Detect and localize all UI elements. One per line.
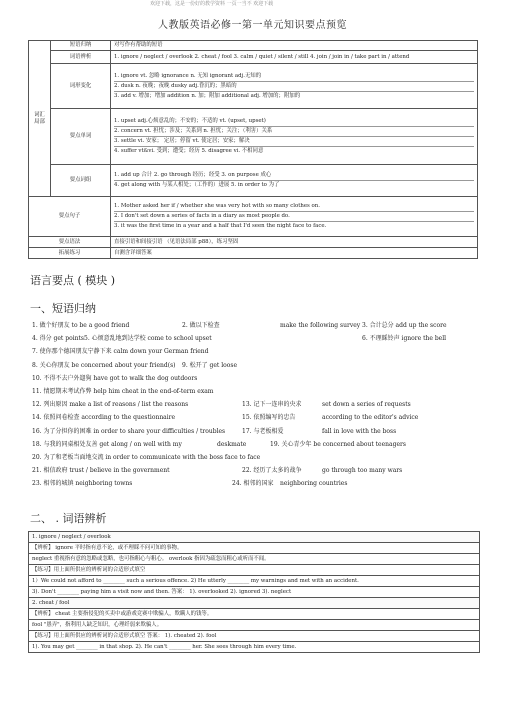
overview-key: 短语归纳 — [51, 41, 111, 51]
overview-value — [111, 165, 478, 197]
section1-heading: 语言要点 ( 模块 ) — [30, 274, 116, 287]
overview-row — [29, 197, 478, 237]
overview-key: 要点单词 — [51, 109, 111, 165]
phrase-segment: 2. 做以下检查 — [182, 322, 220, 329]
overview-sub-line: 3. add v. 增加；增加 addition n. 加；附加 additional adj. 增加的；附加的 — [114, 92, 301, 99]
header-note: 欢迎下载，这是一份好的教学资料 一页一当不 欢迎下载 — [150, 1, 274, 7]
phrase-segment: 8. 关心你朋友 be concerned about your friend(s) — [32, 361, 176, 369]
analysis-row: 2. cheat / fool — [29, 598, 479, 609]
section1-subheading: 一、短语归纳 — [30, 302, 96, 315]
overview-key: 要点句子 — [29, 197, 111, 237]
phrase-segment: 4. 得分 get points — [32, 335, 84, 343]
phrase-segment: 19. 关心青少年 be concerned about teenagers — [270, 440, 406, 448]
page-title: 人教版英语必修一第一单元知识要点预览 — [158, 20, 347, 31]
overview-key: 词语辨析 — [51, 51, 111, 64]
overview-sub-line: 3. settle vi. 安家； 定居；停留 vt. 使定居；安家；解决 — [114, 137, 474, 147]
phrase-segment: 14. 依照问卷检查 according to the questionnaire — [32, 414, 176, 422]
phrase-segment: 13. 记下一连串的央求 — [242, 401, 302, 409]
overview-row — [29, 109, 478, 165]
overview-sub-line: 1. add up 合计 2. go through 经历；经受 3. on purpose 成心 — [114, 171, 474, 181]
overview-sub-line: 1. upset adj.心烦意乱的；不安的；不适的 vt. (upset, upset) — [114, 117, 474, 127]
analysis-row: neglect 重视指有意的忽略或忽略，也可指粗心与粗心。 overlook 指因为疏忽而粗心或听而不闻。 — [29, 554, 479, 565]
phrase-segment: make the following survey — [280, 322, 361, 329]
phrase-segment: 15. 依照编写的忠告 — [242, 414, 296, 422]
overview-row — [29, 64, 478, 109]
phrase-segment: 22. 经历了太多的战争 — [242, 467, 302, 475]
analysis-row: 1). You may get ________ in that shop. 2). He can't ________ her. She sees through him every time. — [32, 643, 297, 650]
overview-value: 对写作有帮助的短语 — [111, 41, 478, 51]
overview-key: 要点词组 — [51, 165, 111, 197]
overview-sub-line: 2. concern vt. 担忧；涉及；关系到 n. 担忧；关注；（利害）关系 — [114, 127, 474, 137]
overview-value — [111, 197, 478, 237]
phrase-segment: 5. 心烦意乱地到达学校 come to school upset — [84, 335, 212, 343]
overview-row — [29, 237, 478, 248]
overview-row — [29, 41, 478, 51]
phrase-segment: set down a series of requests — [322, 401, 411, 409]
phrase-segment: 16. 为了分担你的困难 in order to share your difficulties / troubles — [32, 427, 226, 435]
analysis-row: 【辨析】 ignore 平时指有意不论，或不理睬不问可知的事物。 — [29, 543, 479, 554]
phrase-segment: 20. 为了和老板当面地交流 in order to communicate with the boss face to face — [32, 454, 261, 461]
phrase-segment: 6. 不理睬铃声 ignore the bell — [362, 335, 447, 343]
phrase-segment: go through too many wars — [322, 467, 403, 475]
phrase-segment: according to the editor's advice — [322, 414, 419, 422]
overview-key: 词形变化 — [51, 64, 111, 109]
overview-category: 词汇局部 — [29, 41, 51, 197]
overview-table — [28, 40, 478, 259]
overview-value — [111, 64, 478, 109]
section2-subheading: 二、 . 词语辨析 — [30, 512, 107, 525]
analysis-row: 3). Don't ________ paying him a visit now and then. 答案： 1). overlooked 2). ignored 3). neglect — [29, 587, 479, 598]
phrase-segment: fall in love with the boss — [322, 427, 397, 435]
overview-sub-line: 3. it was the first time in a year and a half that I'd seen the night face to face. — [114, 223, 327, 229]
analysis-row: fool "愚弄"，指利用人缺乏知识，心理纤弱来欺骗人。 — [29, 620, 479, 631]
overview-value: 自测含详细答案 — [111, 248, 478, 259]
overview-value — [111, 109, 478, 165]
phrase-segment: 18. 与我的同桌相处友善 get along / on well with my — [32, 440, 182, 448]
phrase-segment: 12. 列出原因 make a list of reasons / list the reasons — [32, 401, 189, 409]
overview-key: 拓展练习 — [29, 248, 111, 259]
analysis-row: 1. ignore / neglect / overlook — [29, 532, 479, 543]
overview-sub-line: 4. suffer vt&vi. 受到；遭受；经历 5. disagree vi. 不相同意 — [114, 148, 264, 154]
analysis-row: 【辨析】 cheat 主要指侵犯的买卖中或游戏竞赛中欺骗人，欺瞒人的钱等。 — [29, 609, 479, 620]
overview-row — [29, 248, 478, 259]
overview-sub-line: 1. Mother asked her if / whether she was very hot with so many clothes on. — [114, 202, 474, 212]
phrase-segment: 7. 使你那个德国朋友宁静下来 calm down your German friend — [32, 348, 209, 356]
overview-row — [29, 165, 478, 197]
overview-sub-line: 4. get along with 与某人相处；（工作的）进展 5. in order to 为了 — [114, 182, 280, 188]
phrase-segment: 23. 相邻的城镇 neighboring towns — [32, 480, 133, 488]
phrase-segment: 10. 不得不去户外遛狗 have got to walk the dog outdoors — [32, 374, 198, 382]
analysis-row: 【练习】用上面所供应的辨析词的合适形式填空 — [29, 565, 479, 576]
analysis-row: 1）We could not afford to ________ such a serious offence. 2) He utterly ________ my warnings and met with an accident. — [29, 576, 479, 587]
phrase-segment: 1. 做个好朋友 to be a good friend — [32, 322, 130, 329]
phrase-segment: deskmate — [217, 440, 247, 448]
overview-row — [29, 51, 478, 64]
phrase-segment: 11. 情愿期末考试作弊 help him cheat in the end-of-term exam — [32, 388, 214, 395]
analysis-row: 【练习】用上面所供应的辨析词的合适形式填空 答案： 1). cheated 2). fool — [29, 631, 479, 642]
phrase-segment: 9. 松开了 get loose — [182, 361, 238, 369]
phrase-segment: 17. 与老板相爱 — [242, 427, 284, 435]
phrase-segment: neighboring countries — [280, 480, 348, 488]
overview-sub-line: 2. I don't set down a series of facts in a diary as most people do. — [114, 212, 474, 222]
phrase-segment: 24. 相邻的国家 — [232, 480, 274, 488]
phrase-segment: 3. 合计总分 add up the score — [362, 322, 447, 329]
overview-key: 要点语法 — [29, 237, 111, 248]
overview-sub-line: 1. ignore vt. 忽略 ignorance n. 无知 ignorant adj.无知的 — [114, 72, 474, 82]
phrase-segment: 21. 相信政府 trust / believe in the government — [32, 467, 170, 475]
overview-value: 1. ignore / neglect / overlook 2. cheat / fool 3. calm / quiet / silent / still 4. join / join in / take part in / attend — [111, 51, 478, 64]
analysis-box — [28, 531, 480, 653]
overview-value: 直接引语和间接引语 （见语法局部 p88），练习坚固 — [111, 237, 478, 248]
overview-sub-line: 2. dusk n. 夜晚；夜晚 dusky adj.昏沉的；黑暗的 — [114, 82, 474, 92]
